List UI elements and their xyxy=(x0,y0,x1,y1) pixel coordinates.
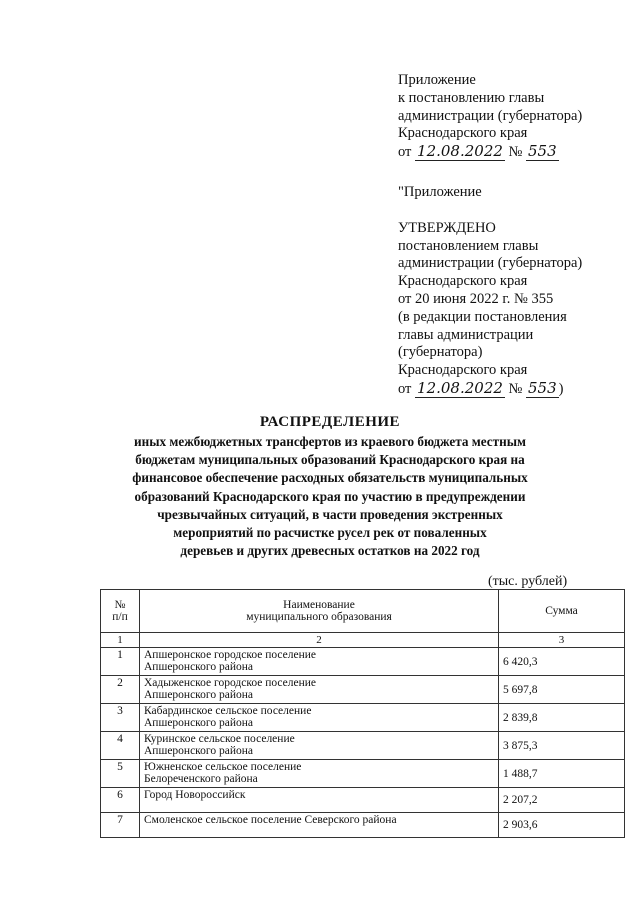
column-number: 3 xyxy=(499,633,625,648)
appendix-line: к постановлению главы xyxy=(398,89,545,106)
table-row xyxy=(101,676,625,704)
document-subtitle xyxy=(110,433,550,560)
approved-date-line xyxy=(398,380,633,399)
handwritten-number: 553 xyxy=(528,142,557,161)
table-row xyxy=(101,732,625,760)
row-sum: 6 420,3 xyxy=(499,648,625,676)
row-sum: 2 903,6 xyxy=(499,813,625,838)
approved-line: Краснодарского края xyxy=(398,273,528,290)
appendix-date-line xyxy=(398,143,633,162)
approved-line: (губернатора) xyxy=(398,344,483,361)
table-row xyxy=(101,813,625,838)
row-name: Город Новороссийск xyxy=(140,788,499,813)
date-prefix: от xyxy=(398,144,412,161)
row-number: 1 xyxy=(101,648,140,676)
subtitle-line: финансовое обеспечение расходных обязательств муниципальных xyxy=(132,470,528,486)
header-number: № п/п xyxy=(101,590,140,633)
row-name: Южненское сельское поселение Белореченского района xyxy=(140,760,499,788)
row-number: 4 xyxy=(101,732,140,760)
table-row xyxy=(101,788,625,813)
units-label: (тыс. рублей) xyxy=(488,574,568,589)
appendix-line: администрации (губернатора) xyxy=(398,107,583,124)
row-number: 5 xyxy=(101,760,140,788)
subtitle-line: деревьев и других древесных остатков на 2022 год xyxy=(180,543,480,559)
subtitle-line: образований Краснодарского края по участию в предупреждении xyxy=(134,488,526,504)
distribution-table xyxy=(100,589,625,838)
number-prefix: № xyxy=(508,380,523,397)
row-number: 3 xyxy=(101,704,140,732)
approved-line: главы администрации xyxy=(398,326,534,343)
row-number: 2 xyxy=(101,676,140,704)
column-number-row xyxy=(101,633,625,648)
row-name: Хадыженское городское поселение Апшеронского района xyxy=(140,676,499,704)
approved-title: УТВЕРЖДЕНО xyxy=(398,219,496,236)
row-name: Смоленское сельское поселение Северского района xyxy=(140,813,499,838)
appendix-line: Краснодарского края xyxy=(398,125,528,142)
row-sum: 5 697,8 xyxy=(499,676,625,704)
number-prefix: № xyxy=(508,144,523,161)
row-number: 7 xyxy=(101,813,140,838)
subtitle-line: чрезвычайных ситуаций, в части проведения экстренных xyxy=(157,506,503,522)
subtitle-line: мероприятий по расчистке русел рек от поваленных xyxy=(173,525,487,541)
table-header-row xyxy=(101,590,625,633)
approved-line: от 20 июня 2022 г. № 355 xyxy=(398,290,554,307)
document-title-block xyxy=(110,414,550,560)
column-number: 2 xyxy=(140,633,499,648)
header-name: Наименование муниципального образования xyxy=(140,590,499,633)
row-name: Куринское сельское поселение Апшеронского района xyxy=(140,732,499,760)
previous-appendix-label: "Приложение xyxy=(398,183,482,200)
column-number: 1 xyxy=(101,633,140,648)
table-row xyxy=(101,704,625,732)
row-sum: 2 207,2 xyxy=(499,788,625,813)
handwritten-number: 553 xyxy=(528,378,557,397)
approved-line: Краснодарского края xyxy=(398,362,528,379)
closing-paren: ) xyxy=(558,380,564,397)
approved-line: администрации (губернатора) xyxy=(398,255,583,272)
row-sum: 2 839,8 xyxy=(499,704,625,732)
subtitle-line: иных межбюджетных трансфертов из краевого бюджета местным xyxy=(134,434,526,449)
handwritten-date: 12.08.2022 xyxy=(417,142,503,161)
subtitle-line: бюджетам муниципальных образований Краснодарского края на xyxy=(135,452,525,468)
approved-line: постановлением главы xyxy=(398,237,539,254)
approved-line: (в редакции постановления xyxy=(398,308,567,325)
handwritten-date: 12.08.2022 xyxy=(417,378,503,397)
row-name: Кабардинское сельское поселение Апшеронского района xyxy=(140,704,499,732)
header-sum: Сумма xyxy=(499,590,625,633)
table-row xyxy=(101,760,625,788)
table-row xyxy=(101,648,625,676)
row-sum: 3 875,3 xyxy=(499,732,625,760)
appendix-header xyxy=(398,72,633,399)
row-sum: 1 488,7 xyxy=(499,760,625,788)
row-name: Апшеронское городское поселение Апшеронского района xyxy=(140,648,499,676)
date-prefix: от xyxy=(398,380,412,397)
document-title: РАСПРЕДЕЛЕНИЕ xyxy=(259,414,401,430)
row-number: 6 xyxy=(101,788,140,813)
appendix-label: Приложение xyxy=(398,72,476,88)
